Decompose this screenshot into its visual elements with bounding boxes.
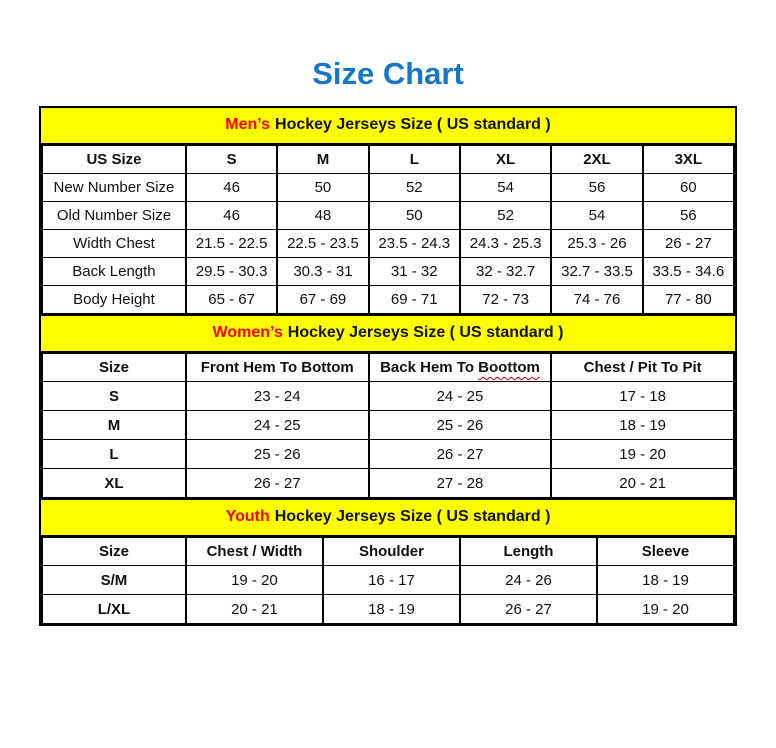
table-row-back-length	[42, 258, 734, 286]
data-cell: 46	[186, 174, 277, 202]
table-row-womens-s	[42, 382, 734, 411]
table-row-womens-m	[42, 411, 734, 440]
row-label: New Number Size	[42, 174, 186, 202]
mens-size-table	[41, 145, 735, 314]
data-cell: 52	[460, 202, 551, 230]
womens-banner-text: Hockey Jerseys Size ( US standard )	[287, 324, 564, 341]
data-cell: 25 - 26	[186, 440, 369, 469]
header-cell-front-hem: Front Hem To Bottom	[186, 354, 369, 382]
table-row-youth-lxl	[42, 595, 734, 624]
table-row-womens-l	[42, 440, 734, 469]
table-row-old-number-size	[42, 202, 734, 230]
page-title: Size Chart	[312, 56, 464, 91]
mens-header-row	[42, 146, 734, 174]
header-cell-chest-pit: Chest / Pit To Pit	[551, 354, 734, 382]
data-cell: 60	[643, 174, 734, 202]
data-cell: 23 - 24	[186, 382, 369, 411]
data-cell: 69 - 71	[369, 286, 460, 314]
header-back-hem-prefix: Back Hem To	[380, 359, 479, 376]
womens-header-row	[42, 354, 734, 382]
row-label: Old Number Size	[42, 202, 186, 230]
data-cell: 30.3 - 31	[277, 258, 368, 286]
womens-section-banner	[41, 314, 735, 353]
mens-banner-text: Hockey Jerseys Size ( US standard )	[275, 116, 551, 133]
row-label: Body Height	[42, 286, 186, 314]
header-cell-back-hem	[369, 354, 552, 382]
data-cell: 50	[369, 202, 460, 230]
header-cell-size: Size	[42, 538, 186, 566]
data-cell: 24 - 25	[369, 382, 552, 411]
womens-banner-highlight: Women’s	[212, 324, 283, 341]
header-cell-us-size: US Size	[42, 146, 186, 174]
mens-section-banner	[41, 108, 735, 145]
header-cell-length: Length	[460, 538, 597, 566]
table-row-width-chest	[42, 230, 734, 258]
mens-banner-highlight: Men’s	[225, 116, 271, 133]
data-cell: 26 - 27	[186, 469, 369, 498]
data-cell: 21.5 - 22.5	[186, 230, 277, 258]
data-cell: 17 - 18	[551, 382, 734, 411]
data-cell: 48	[277, 202, 368, 230]
data-cell: 31 - 32	[369, 258, 460, 286]
header-cell-m: M	[277, 146, 368, 174]
header-cell-sleeve: Sleeve	[597, 538, 734, 566]
row-label: S/M	[42, 566, 186, 595]
data-cell: 56	[551, 174, 642, 202]
data-cell: 16 - 17	[323, 566, 460, 595]
header-cell-shoulder: Shoulder	[323, 538, 460, 566]
table-row-womens-xl	[42, 469, 734, 498]
data-cell: 26 - 27	[460, 595, 597, 624]
misspelled-word: Boottom	[478, 359, 540, 376]
row-label: S	[42, 382, 186, 411]
row-label: Back Length	[42, 258, 186, 286]
header-cell-2xl: 2XL	[551, 146, 642, 174]
row-label: XL	[42, 469, 186, 498]
data-cell: 32 - 32.7	[460, 258, 551, 286]
data-cell: 19 - 20	[551, 440, 734, 469]
data-cell: 50	[277, 174, 368, 202]
youth-section-banner	[41, 498, 735, 537]
data-cell: 29.5 - 30.3	[186, 258, 277, 286]
youth-banner-highlight: Youth	[225, 508, 270, 525]
data-cell: 19 - 20	[186, 566, 323, 595]
data-cell: 26 - 27	[643, 230, 734, 258]
data-cell: 23.5 - 24.3	[369, 230, 460, 258]
data-cell: 24 - 26	[460, 566, 597, 595]
data-cell: 20 - 21	[551, 469, 734, 498]
data-cell: 24 - 25	[186, 411, 369, 440]
row-label: L	[42, 440, 186, 469]
data-cell: 32.7 - 33.5	[551, 258, 642, 286]
data-cell: 74 - 76	[551, 286, 642, 314]
table-row-body-height	[42, 286, 734, 314]
row-label: L/XL	[42, 595, 186, 624]
header-cell-s: S	[186, 146, 277, 174]
table-row-new-number-size	[42, 174, 734, 202]
data-cell: 52	[369, 174, 460, 202]
header-cell-xl: XL	[460, 146, 551, 174]
data-cell: 18 - 19	[551, 411, 734, 440]
data-cell: 24.3 - 25.3	[460, 230, 551, 258]
header-cell-3xl: 3XL	[643, 146, 734, 174]
youth-size-table	[41, 537, 735, 624]
data-cell: 18 - 19	[323, 595, 460, 624]
data-cell: 56	[643, 202, 734, 230]
data-cell: 25 - 26	[369, 411, 552, 440]
size-chart-table	[39, 106, 737, 626]
data-cell: 27 - 28	[369, 469, 552, 498]
row-label: M	[42, 411, 186, 440]
table-row-youth-sm	[42, 566, 734, 595]
data-cell: 77 - 80	[643, 286, 734, 314]
data-cell: 54	[460, 174, 551, 202]
header-cell-chest-width: Chest / Width	[186, 538, 323, 566]
data-cell: 33.5 - 34.6	[643, 258, 734, 286]
data-cell: 65 - 67	[186, 286, 277, 314]
data-cell: 72 - 73	[460, 286, 551, 314]
data-cell: 46	[186, 202, 277, 230]
data-cell: 67 - 69	[277, 286, 368, 314]
header-cell-size: Size	[42, 354, 186, 382]
data-cell: 19 - 20	[597, 595, 734, 624]
data-cell: 26 - 27	[369, 440, 552, 469]
data-cell: 54	[551, 202, 642, 230]
data-cell: 20 - 21	[186, 595, 323, 624]
data-cell: 22.5 - 23.5	[277, 230, 368, 258]
data-cell: 18 - 19	[597, 566, 734, 595]
youth-header-row	[42, 538, 734, 566]
row-label: Width Chest	[42, 230, 186, 258]
header-cell-l: L	[369, 146, 460, 174]
data-cell: 25.3 - 26	[551, 230, 642, 258]
womens-size-table	[41, 353, 735, 498]
youth-banner-text: Hockey Jerseys Size ( US standard )	[274, 508, 551, 525]
